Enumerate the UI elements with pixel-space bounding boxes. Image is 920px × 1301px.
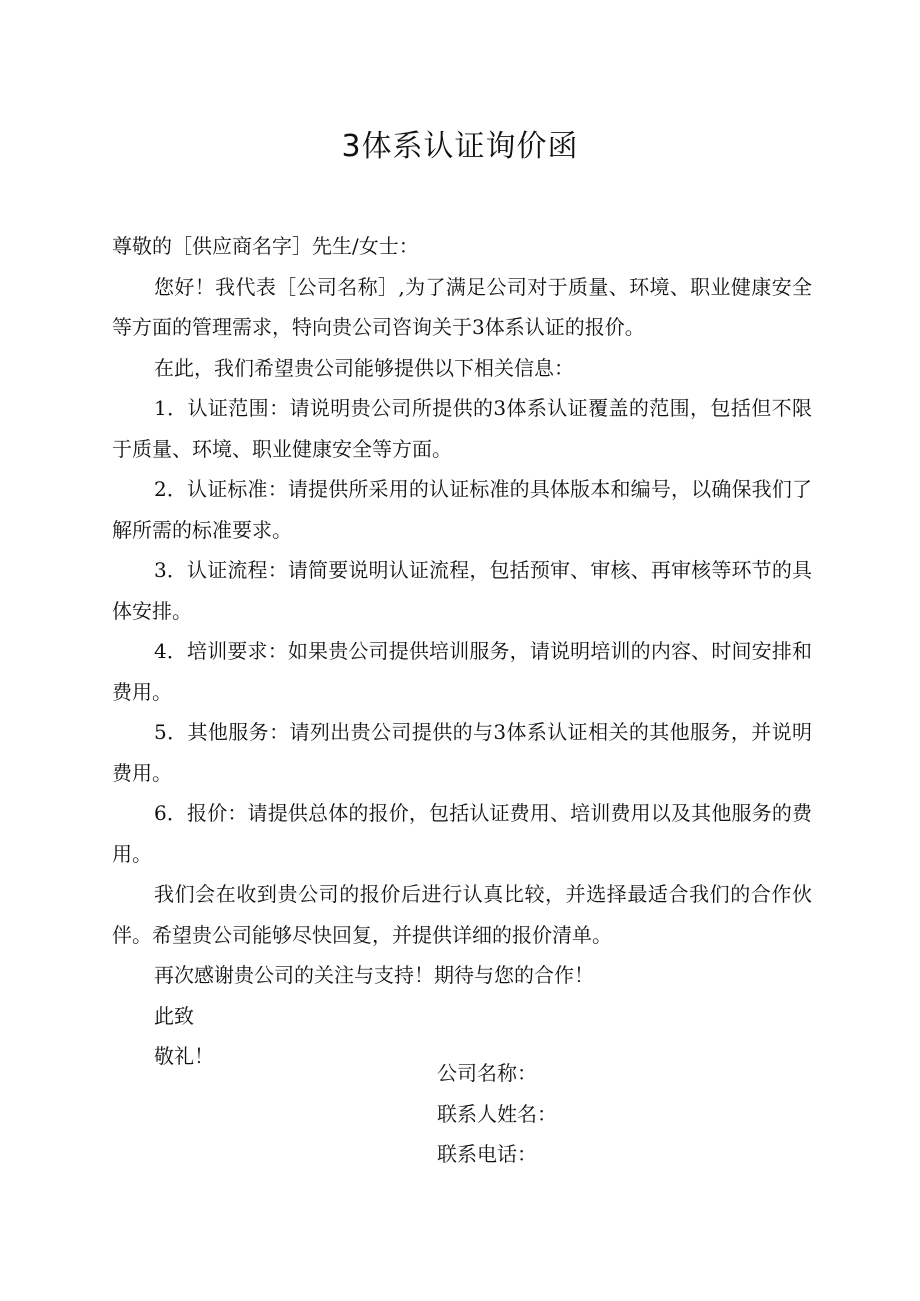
paragraph-closing: 我们会在收到贵公司的报价后进行认真比较，并选择最适合我们的合作伙伴。希望贵公司能够尽快回复，并提供详细的报价清单。 bbox=[112, 882, 812, 947]
paragraph-greeting: 您好！我代表［公司名称］,为了满足公司对于质量、环境、职业健康安全等方面的管理需求，特向贵公司咨询关于3体系认证的报价。 bbox=[112, 274, 812, 339]
salutation: 尊敬的［供应商名字］先生/女士： bbox=[112, 234, 419, 258]
paragraph-request-intro: 在此，我们希望贵公司能够提供以下相关信息： bbox=[154, 355, 574, 380]
signature-contact-name: 联系人姓名： bbox=[437, 1101, 557, 1126]
signature-company: 公司名称： bbox=[437, 1061, 537, 1085]
closing-phrase: 此致 bbox=[154, 1003, 194, 1028]
signature-block bbox=[437, 1053, 797, 1175]
paragraph-item-process: 3．认证流程：请简要说明认证流程，包括预审、审核、再审核等环节的具体安排。 bbox=[112, 558, 812, 623]
paragraph-item-scope: 1．认证范围：请说明贵公司所提供的3体系认证覆盖的范围，包括但不限于质量、环境、职业健康安全等方面。 bbox=[112, 396, 812, 461]
paragraph-item-training: 4．培训要求：如果贵公司提供培训服务，请说明培训的内容、时间安排和费用。 bbox=[112, 639, 812, 704]
paragraph-thanks: 再次感谢贵公司的关注与支持！期待与您的合作！ bbox=[154, 963, 594, 987]
paragraph-item-other-services: 5．其他服务：请列出贵公司提供的与3体系认证相关的其他服务，并说明费用。 bbox=[112, 720, 812, 785]
letter-body bbox=[112, 226, 812, 1077]
document-title: 3体系认证询价函 bbox=[341, 129, 579, 164]
paragraph-item-quote: 6．报价：请提供总体的报价，包括认证费用、培训费用以及其他服务的费用。 bbox=[112, 801, 812, 866]
closing-salute: 敬礼！ bbox=[154, 1044, 214, 1068]
paragraph-item-standard: 2．认证标准：请提供所采用的认证标准的具体版本和编号，以确保我们了解所需的标准要求。 bbox=[112, 477, 812, 542]
signature-contact-phone: 联系电话： bbox=[437, 1142, 537, 1166]
